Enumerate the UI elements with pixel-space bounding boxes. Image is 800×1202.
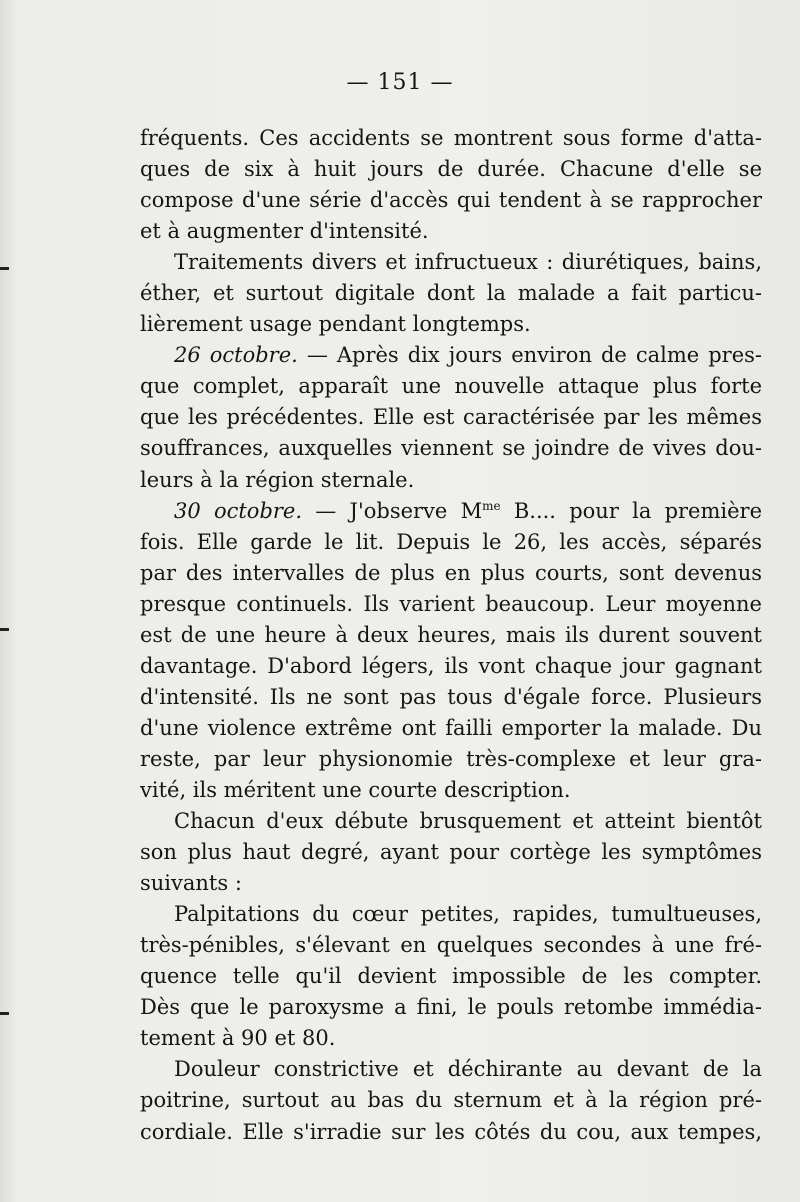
text-line: suivants :: [140, 871, 242, 896]
text-line: que complet, apparaît une nouvelle attaque plus forte: [140, 374, 762, 399]
body-text: [140, 123, 762, 1148]
text-line: lièrement usage pendant longtemps.: [140, 312, 531, 337]
text-line: quence telle qu'il devient impossible de les compter.: [140, 964, 762, 989]
text-line: ques de six à huit jours de durée. Chacune d'elle se: [140, 157, 762, 182]
date-oct-26: 26 octobre.: [174, 343, 298, 368]
text-line: Douleur constrictive et déchirante au devant de la: [174, 1057, 762, 1082]
superscript: me: [482, 498, 501, 513]
text-line: fois. Elle garde le lit. Depuis le 26, les accès, séparés: [140, 529, 762, 554]
text-line: davantage. D'abord légers, ils vont chaque jour gagnant: [140, 653, 762, 678]
text-line: par des intervalles de plus en plus courts, sont devenus: [140, 560, 762, 585]
margin-mark: [0, 628, 9, 631]
date-oct-30: 30 octobre.: [174, 498, 303, 523]
text-line: très-pénibles, s'élevant en quelques secondes à une fré-: [140, 933, 762, 958]
text-line: Chacun d'eux débute brusquement et atteint bientôt: [174, 809, 762, 834]
text-line: leurs à la région sternale.: [140, 467, 415, 492]
text-line: [140, 340, 762, 371]
text-line: que les précédentes. Elle est caractérisée par les mêmes: [140, 405, 762, 430]
text-line: fréquents. Ces accidents se montrent sous forme d'atta-: [140, 126, 762, 150]
text-fragment: B.... pour la première: [500, 498, 763, 523]
text-line: et à augmenter d'intensité.: [140, 219, 429, 244]
text-line: vité, ils méritent une courte description.: [140, 777, 571, 802]
page-number: — 151 —: [346, 70, 454, 95]
text-fragment: — J'observe M: [315, 498, 483, 523]
text-line: est de une heure à deux heures, mais ils durent souvent: [140, 622, 762, 647]
text-line: Palpitations du cœur petites, rapides, tumultueuses,: [174, 902, 762, 927]
text-line: compose d'une série d'accès qui tendent à se rapprocher: [140, 188, 762, 213]
text-fragment: — Après dix jours environ de calme pres-: [306, 343, 762, 368]
margin-mark: [0, 1012, 9, 1015]
text-line: éther, et surtout digitale dont la malade a fait particu-: [140, 281, 762, 306]
text-line: presque continuels. Ils varient beaucoup. Leur moyenne: [140, 591, 762, 616]
text-line: son plus haut degré, ayant pour cortège les symptômes: [140, 840, 762, 865]
text-line: Traitements divers et infructueux : diurétiques, bains,: [174, 250, 762, 275]
text-line: d'intensité. Ils ne sont pas tous d'égale force. Plusieurs: [140, 684, 762, 709]
margin-mark: [0, 267, 9, 270]
text-line: d'une violence extrême ont failli emporter la malade. Du: [140, 715, 762, 740]
text-line: [140, 496, 762, 527]
text-line: cordiale. Elle s'irradie sur les côtés du cou, aux tempes,: [140, 1119, 762, 1144]
text-line: poitrine, surtout au bas du sternum et à la région pré-: [140, 1088, 762, 1113]
text-line: souffrances, auxquelles viennent se joindre de vives dou-: [140, 436, 762, 461]
text-line: tement à 90 et 80.: [140, 1026, 336, 1051]
text-line: Dès que le paroxysme a fini, le pouls retombe immédia-: [140, 995, 762, 1020]
text-line: reste, par leur physionomie très-complexe et leur gra-: [140, 746, 762, 771]
